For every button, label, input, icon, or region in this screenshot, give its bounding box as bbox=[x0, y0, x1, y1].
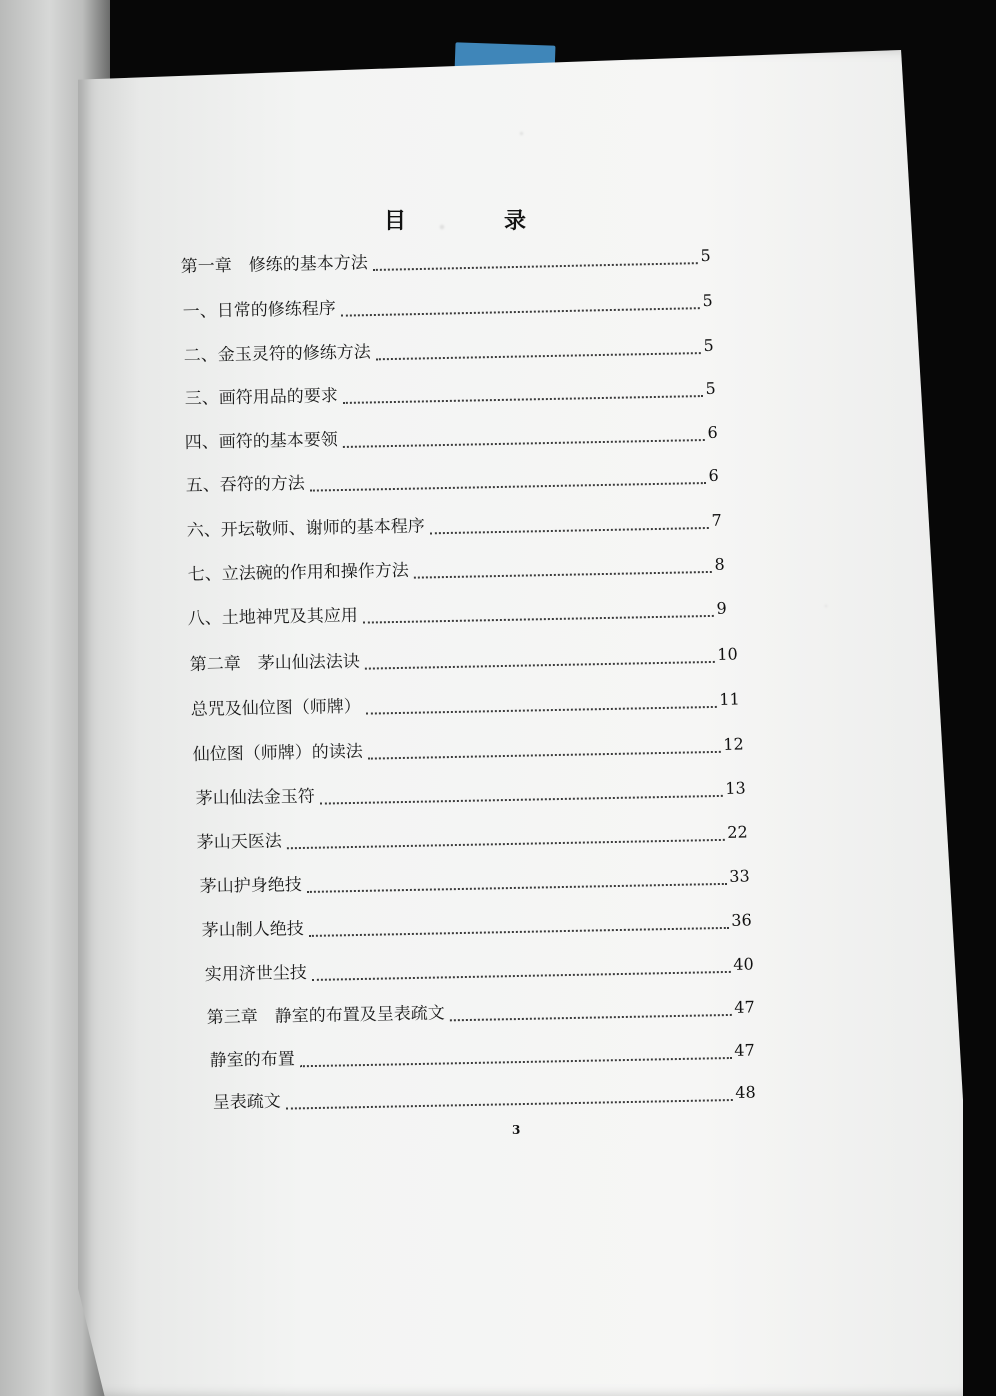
toc-entry-label: 第二章 茅山仙法法诀 bbox=[189, 651, 360, 676]
toc-entry-page: 13 bbox=[725, 778, 746, 798]
dot-leader bbox=[343, 424, 705, 448]
toc-entry-label: 实用济世尘技 bbox=[204, 963, 307, 986]
toc-entry bbox=[206, 990, 754, 1029]
toc-entry-page: 48 bbox=[735, 1082, 756, 1102]
toc-entry-page: 6 bbox=[708, 465, 719, 485]
dot-leader bbox=[287, 824, 725, 849]
toc-entry bbox=[189, 637, 737, 676]
toc-entry bbox=[209, 1034, 754, 1072]
toc-entry-page: 33 bbox=[729, 866, 750, 886]
dot-leader bbox=[343, 380, 703, 404]
dot-leader bbox=[300, 1042, 732, 1067]
toc-entry-page: 36 bbox=[731, 910, 752, 930]
dot-leader bbox=[450, 999, 732, 1021]
toc-entry bbox=[187, 548, 724, 586]
toc-entry-label: 五、吞符的方法 bbox=[185, 473, 305, 497]
toc-entry bbox=[187, 592, 726, 630]
toc-entry-page: 47 bbox=[734, 1040, 755, 1060]
toc-entry bbox=[184, 372, 715, 410]
toc-entry-page: 10 bbox=[717, 644, 738, 664]
toc-entry-label: 茅山制人绝技 bbox=[201, 919, 304, 942]
page-number: 3 bbox=[512, 1123, 521, 1137]
toc-entry bbox=[182, 284, 712, 323]
toc-entry-label: 茅山仙法金玉符 bbox=[195, 786, 315, 810]
toc-entry bbox=[190, 682, 739, 721]
toc-entry bbox=[199, 859, 749, 898]
toc-entry-label: 茅山护身绝技 bbox=[199, 875, 302, 898]
dot-leader bbox=[373, 247, 698, 271]
toc-entry-page: 11 bbox=[719, 689, 740, 709]
toc-entry-label: 第三章 静室的布置及呈表疏文 bbox=[206, 1003, 445, 1029]
dot-leader bbox=[310, 467, 706, 492]
dot-leader bbox=[307, 868, 727, 893]
toc-entry bbox=[192, 727, 743, 766]
toc-entry bbox=[204, 947, 753, 986]
toc-entry-page: 6 bbox=[707, 422, 718, 442]
toc-entry-page: 5 bbox=[702, 290, 713, 311]
dot-leader bbox=[312, 956, 731, 981]
toc-entry-label: 总咒及仙位图（师牌） bbox=[190, 696, 361, 721]
dot-leader bbox=[320, 780, 723, 805]
dot-leader bbox=[366, 691, 717, 715]
toc-entry-label: 静室的布置 bbox=[209, 1049, 295, 1072]
toc-entry-page: 5 bbox=[703, 335, 714, 356]
dot-leader bbox=[365, 646, 715, 670]
toc-entry-page: 9 bbox=[716, 598, 727, 618]
toc-entry bbox=[212, 1076, 755, 1114]
dot-leader bbox=[341, 292, 700, 317]
toc-entry-page: 5 bbox=[700, 245, 711, 266]
toc-entry bbox=[196, 815, 747, 854]
toc-entry-label: 八、土地神咒及其应用 bbox=[187, 605, 358, 630]
toc-entry bbox=[183, 329, 713, 367]
toc-entry bbox=[184, 416, 717, 454]
toc-entry-page: 7 bbox=[711, 510, 722, 530]
paper-speck bbox=[520, 132, 523, 135]
toc-entry-label: 呈表疏文 bbox=[212, 1091, 281, 1114]
toc-entry-label: 仙位图（师牌）的读法 bbox=[192, 741, 363, 766]
toc-entry bbox=[180, 239, 710, 278]
toc-title: 目 录 bbox=[384, 209, 565, 234]
toc-entry bbox=[195, 771, 745, 810]
toc-entry-page: 47 bbox=[734, 997, 755, 1017]
paper-speck bbox=[440, 225, 444, 229]
toc-entry bbox=[185, 459, 718, 497]
dot-leader bbox=[286, 1084, 733, 1110]
toc-entry-label: 第一章 修练的基本方法 bbox=[180, 253, 368, 278]
dot-leader bbox=[368, 736, 721, 760]
toc-entry-label: 茅山天医法 bbox=[196, 831, 282, 854]
dot-leader bbox=[414, 556, 712, 579]
toc-entry-label: 二、金玉灵符的修练方法 bbox=[183, 342, 371, 367]
toc-entry-page: 40 bbox=[733, 954, 754, 974]
dot-leader bbox=[376, 337, 701, 360]
dot-leader bbox=[430, 512, 709, 534]
paper-speck bbox=[825, 605, 827, 607]
dot-leader bbox=[363, 600, 714, 624]
toc-entry-page: 22 bbox=[727, 822, 748, 842]
toc-entry bbox=[186, 504, 721, 542]
toc-entry-label: 一、日常的修练程序 bbox=[182, 298, 336, 323]
toc-entry-label: 三、画符用品的要求 bbox=[184, 386, 338, 410]
toc-entry-label: 六、开坛敬师、谢师的基本程序 bbox=[186, 516, 425, 542]
toc-entry-page: 5 bbox=[705, 378, 716, 399]
toc-entry-page: 12 bbox=[723, 734, 744, 754]
dot-leader bbox=[309, 912, 729, 937]
toc-entry-label: 七、立法碗的作用和操作方法 bbox=[187, 560, 409, 586]
toc-entry-label: 四、画符的基本要领 bbox=[184, 430, 338, 454]
toc-entry-page: 8 bbox=[714, 554, 725, 574]
toc-entry bbox=[201, 903, 751, 942]
